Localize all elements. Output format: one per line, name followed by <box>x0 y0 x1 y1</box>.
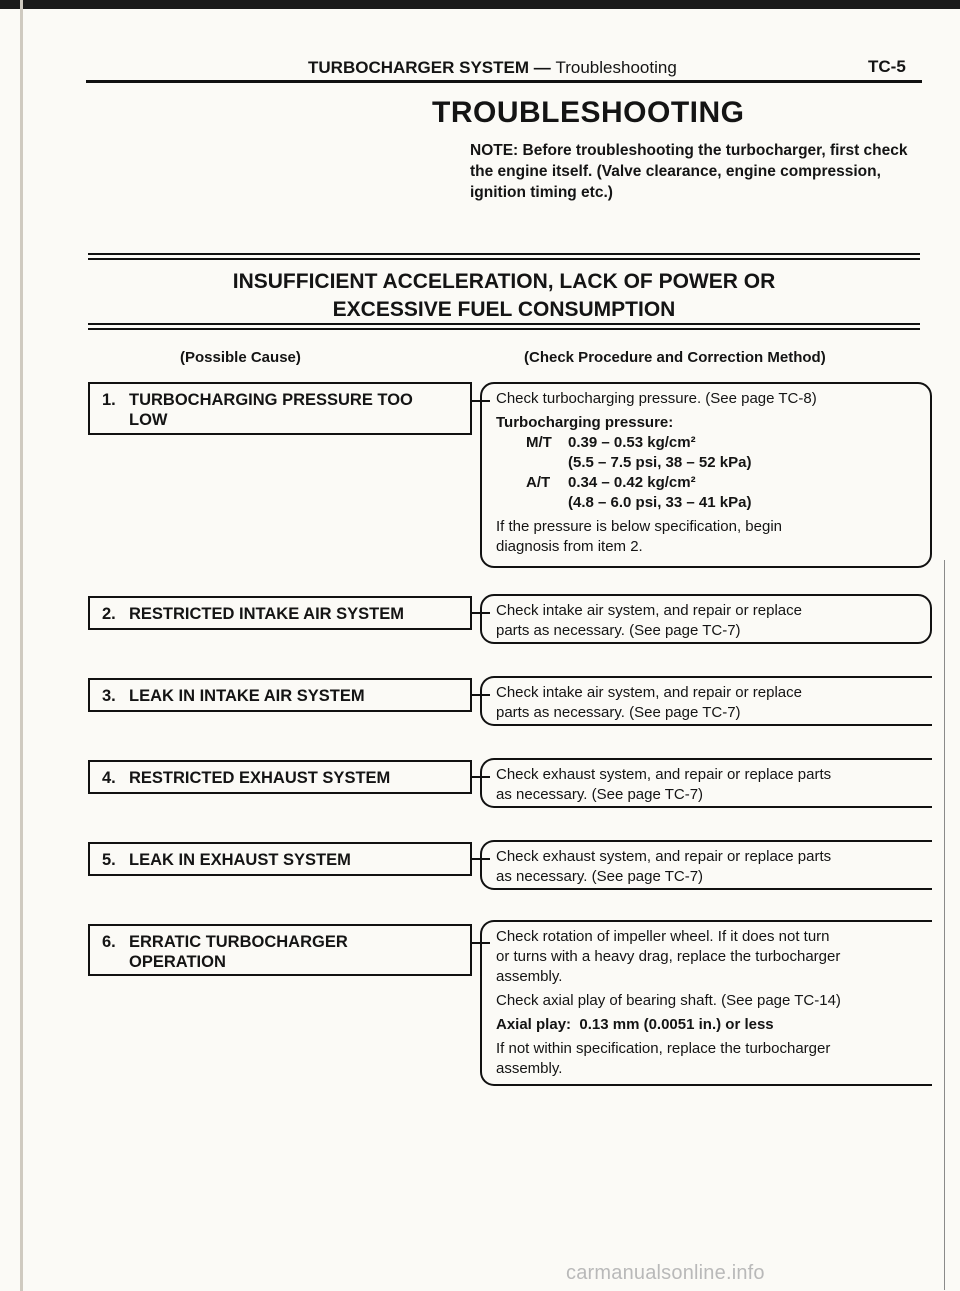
cause-box-5 <box>88 842 472 876</box>
check-text: as necessary. (See page TC-7) <box>496 868 704 885</box>
cause-text: LEAK IN EXHAUST SYSTEM <box>129 851 351 869</box>
check-text: Check turbocharging pressure. (See page TC-8) <box>496 390 817 407</box>
note-text: NOTE: Before troubleshooting the turbocharger, first check the engine itself. (Valve clearance, engine compression, ignition timing etc.) <box>470 142 908 201</box>
section-rule-top <box>88 253 920 260</box>
header-rule <box>86 80 922 83</box>
check-text: parts as necessary. (See page TC-7) <box>496 622 741 639</box>
cause-number: 3. <box>102 687 116 705</box>
cause-text: TURBOCHARGING PRESSURE TOO <box>129 391 413 409</box>
spec-value-mt: 0.39 – 0.53 kg/cm² <box>568 434 696 451</box>
left-edge-shadow <box>20 0 23 1291</box>
cause-text: RESTRICTED INTAKE AIR SYSTEM <box>129 605 405 623</box>
header-subsection: Troubleshooting <box>555 58 677 77</box>
column-head-check: (Check Procedure and Correction Method) <box>524 349 826 366</box>
check-box-4 <box>480 758 932 808</box>
spec-alt-at: (4.8 – 6.0 psi, 33 – 41 kPa) <box>568 494 752 511</box>
check-text: Check rotation of impeller wheel. If it does not turn <box>496 928 830 945</box>
cause-number: 2. <box>102 605 116 623</box>
page-title: TROUBLESHOOTING <box>432 96 745 129</box>
check-text: Check intake air system, and repair or replace <box>496 602 802 619</box>
cause-box-1 <box>88 382 472 435</box>
section-title <box>88 268 920 324</box>
top-edge-rule <box>0 0 960 9</box>
cause-box-2 <box>88 596 472 630</box>
cause-number: 4. <box>102 769 116 787</box>
cause-number: 6. <box>102 933 116 951</box>
check-box-3 <box>480 676 932 726</box>
section-title-line1: INSUFFICIENT ACCELERATION, LACK OF POWER OR <box>232 270 776 293</box>
cause-box-6 <box>88 924 472 976</box>
check-text: assembly. <box>496 968 563 985</box>
cause-text-cont: LOW <box>129 411 168 429</box>
check-text: diagnosis from item 2. <box>496 538 643 555</box>
spec-value-axial: 0.13 mm (0.0051 in.) or less <box>579 1016 774 1033</box>
check-box-6 <box>480 920 932 1086</box>
section-title-line2: EXCESSIVE FUEL CONSUMPTION <box>332 298 676 321</box>
running-header <box>308 58 677 78</box>
check-text: Check exhaust system, and repair or replace parts <box>496 766 832 783</box>
check-text: If the pressure is below specification, begin <box>496 518 782 535</box>
cause-box-3 <box>88 678 472 712</box>
check-text: Check axial play of bearing shaft. (See page TC-14) <box>496 992 841 1009</box>
check-text: or turns with a heavy drag, replace the turbocharger <box>496 948 841 965</box>
spec-title: Turbocharging pressure: <box>496 414 674 431</box>
cause-text: LEAK IN INTAKE AIR SYSTEM <box>129 687 365 705</box>
check-text: as necessary. (See page TC-7) <box>496 786 704 803</box>
cause-number: 5. <box>102 851 116 869</box>
check-text: If not within specification, replace the turbocharger <box>496 1040 831 1057</box>
watermark-text: carmanualsonline.info <box>566 1262 765 1284</box>
right-edge-rule <box>944 560 945 1290</box>
cause-text: RESTRICTED EXHAUST SYSTEM <box>129 769 391 787</box>
spec-label-mt: M/T <box>526 434 552 451</box>
check-text: parts as necessary. (See page TC-7) <box>496 704 741 721</box>
header-section: TURBOCHARGER SYSTEM <box>308 58 530 77</box>
section-rule-bottom <box>88 323 920 330</box>
column-head-cause: (Possible Cause) <box>180 349 301 366</box>
cause-number: 1. <box>102 391 116 409</box>
spec-value-at: 0.34 – 0.42 kg/cm² <box>568 474 696 491</box>
spec-label-axial: Axial play: <box>496 1016 572 1033</box>
check-text: assembly. <box>496 1060 563 1077</box>
page-number: TC-5 <box>868 57 906 76</box>
cause-box-4 <box>88 760 472 794</box>
header-separator: — <box>533 58 551 77</box>
cause-text: ERRATIC TURBOCHARGER <box>129 933 348 951</box>
spec-label-at: A/T <box>526 474 551 491</box>
cause-text-cont: OPERATION <box>129 953 226 971</box>
check-text: Check exhaust system, and repair or replace parts <box>496 848 832 865</box>
spec-alt-mt: (5.5 – 7.5 psi, 38 – 52 kPa) <box>568 454 752 471</box>
check-box-5 <box>480 840 932 890</box>
check-box-2 <box>480 594 932 644</box>
check-box-1 <box>480 382 932 568</box>
check-text: Check intake air system, and repair or replace <box>496 684 802 701</box>
